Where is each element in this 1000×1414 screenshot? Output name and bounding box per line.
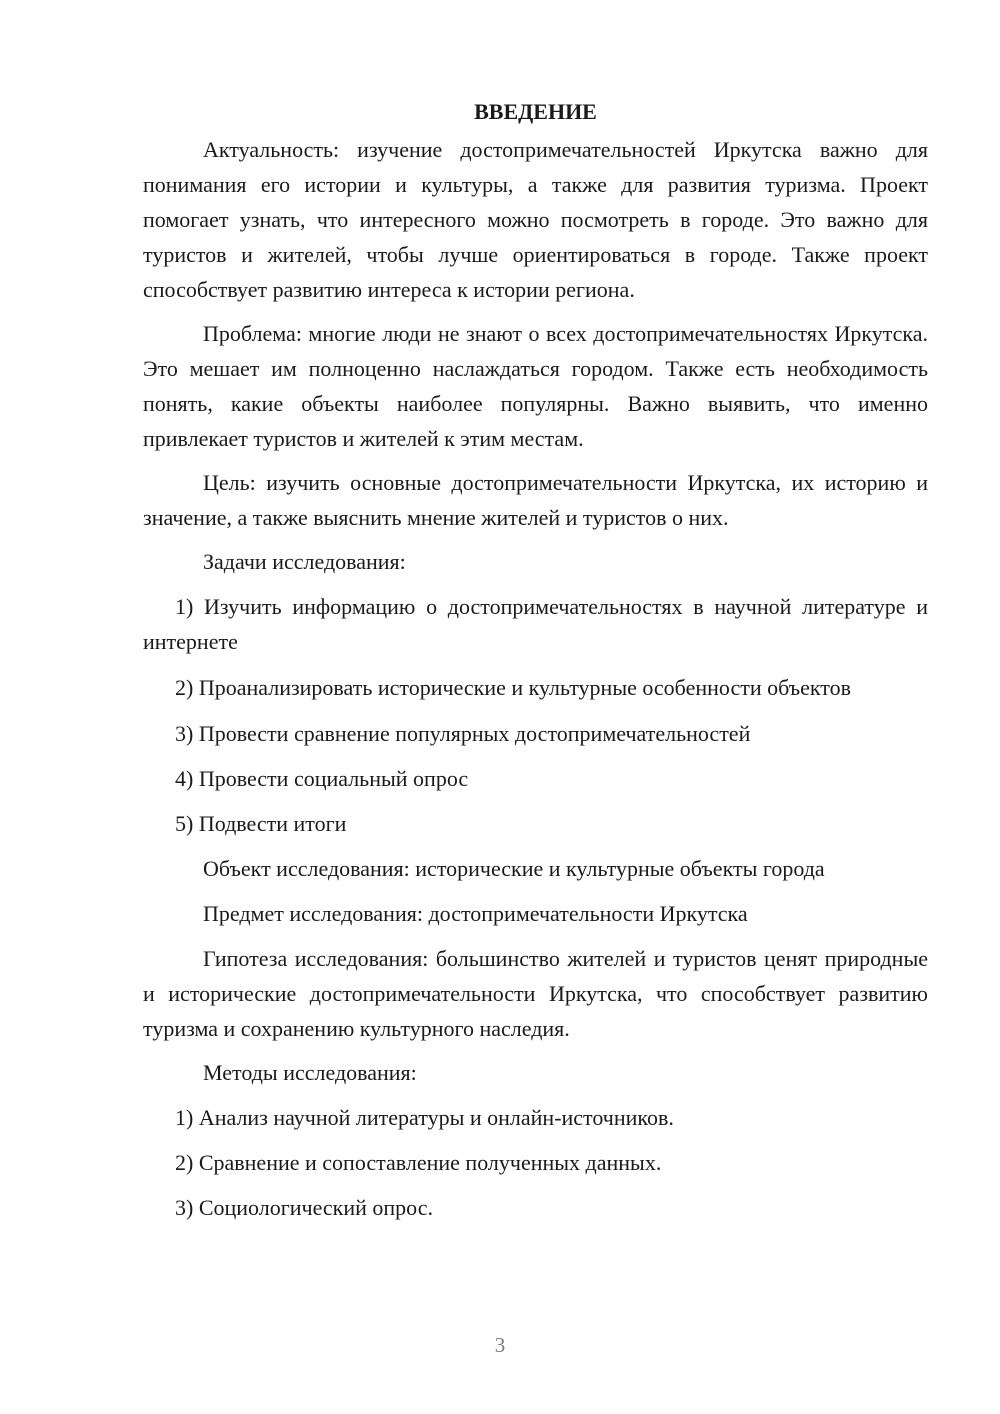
- page-number: 3: [494, 1333, 506, 1357]
- problem-paragraph: Проблема: многие люди не знают о всех достопримечательностях Иркутска. Это мешает им полноценно наслаждаться городом. Также есть необходимость понять, какие объекты наиболее популярны. Важно выявить, что именно привлекает туристов и жителей к этим местам.: [143, 321, 928, 451]
- object-line: Объект исследования: исторические и культурные объекты города: [203, 856, 825, 881]
- document-page: [143, 96, 928, 1235]
- method-item-1: 1) Анализ научной литературы и онлайн-источников.: [175, 1105, 674, 1130]
- method-item-2: 2) Сравнение и сопоставление полученных данных.: [175, 1150, 662, 1175]
- methods-title: Методы исследования:: [203, 1060, 417, 1085]
- subject-line: Предмет исследования: достопримечательности Иркутска: [203, 901, 748, 926]
- task-item-1: 1) Изучить информацию о достопримечательностях в научной литературе и интернете: [143, 594, 928, 654]
- hypothesis-paragraph: Гипотеза исследования: большинство жителей и туристов ценят природные и исторические достопримечательности Иркутска, что способствует развитию туризма и сохранению культурного наследия.: [143, 946, 928, 1041]
- goal-paragraph: Цель: изучить основные достопримечательности Иркутска, их историю и значение, а также выяснить мнение жителей и туристов о них.: [143, 470, 928, 530]
- task-item-2: 2) Проанализировать исторические и культурные особенности объектов: [175, 675, 851, 700]
- method-item-3: 3) Социологический опрос.: [175, 1195, 433, 1220]
- section-heading: ВВЕДЕНИЕ: [474, 99, 597, 124]
- relevance-paragraph: Актуальность: изучение достопримечательностей Иркутска важно для понимания его истории и культуры, а также для развития туризма. Проект помогает узнать, что интересного можно посмотреть в городе. Это важно для туристов и жителей, чтобы лучше ориентироваться в городе. Также проект способствует развитию интереса к истории региона.: [143, 137, 928, 302]
- task-item-3: 3) Провести сравнение популярных достопримечательностей: [175, 721, 751, 746]
- task-item-5: 5) Подвести итоги: [175, 811, 347, 836]
- tasks-title: Задачи исследования:: [203, 549, 406, 574]
- task-item-4: 4) Провести социальный опрос: [175, 766, 469, 791]
